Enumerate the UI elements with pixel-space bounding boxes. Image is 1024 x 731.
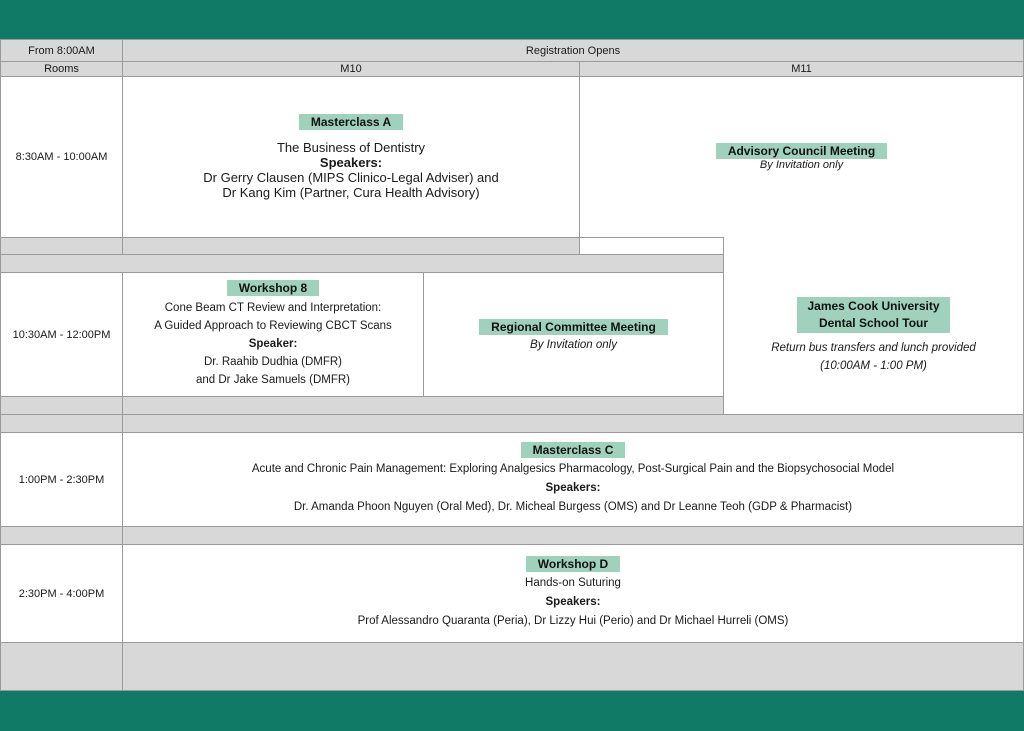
workshop-d-tag: Workshop D [526,556,620,572]
room-m11-header [579,61,1024,77]
registration-label: Registration Opens [525,44,621,57]
regional-committee-tag: Regional Committee Meeting [479,319,668,335]
jcu-tour-cell [723,237,1024,415]
masterclass-a-speakers-label: Speakers: [319,155,383,170]
advisory-council-tag: Advisory Council Meeting [716,143,887,159]
workshop-d-speakers: Prof Alessandro Quaranta (Peria), Dr Lizzy Hui (Perio) and Dr Michael Hurreli (OMS) [357,615,789,627]
masterclass-c-cell [122,432,1024,527]
jcu-tour-tag [797,297,949,333]
room-m11-label: M11 [791,63,812,75]
workshop-d-speakers-label: Speakers: [545,596,601,608]
masterclass-a-speaker-2: Dr Kang Kim (Partner, Cura Health Advisory) [222,185,480,200]
rooms-label: Rooms [44,63,79,75]
regional-committee-note: By Invitation only [530,338,617,351]
masterclass-a-tag: Masterclass A [299,114,403,130]
jcu-tour-tag-1: James Cook University [807,298,940,313]
time-slot-4-label: 2:30PM - 4:00PM [18,587,105,600]
workshop-8-title-1: Cone Beam CT Review and Interpretation: [164,302,382,314]
from-time-cell [0,39,123,62]
masterclass-a-cell [122,76,580,238]
time-slot-3-label: 1:00PM - 2:30PM [18,473,105,486]
time-slot-2-label: 10:30AM - 12:00PM [12,328,111,341]
bottom-banner [0,691,1024,731]
lunch-row-time [0,414,123,433]
time-slot-3 [0,432,123,527]
top-banner [0,0,1024,39]
from-time-label: From 8:00AM [28,44,95,57]
break-row-1a-time [0,237,123,255]
break-row-1a [122,237,580,255]
workshop-d-title: Hands-on Suturing [525,577,621,589]
registration-cell [122,39,1024,62]
workshop-d-cell [122,544,1024,643]
break-row-2a [122,396,724,415]
masterclass-a-title: The Business of Dentistry [276,140,426,155]
workshop-8-title-2: A Guided Approach to Reviewing CBCT Scans [154,320,392,332]
break-row-1b [0,254,724,273]
time-slot-1 [0,76,123,238]
advisory-council-cell [579,76,1024,238]
workshop-8-speaker-label: Speaker: [248,338,298,350]
masterclass-c-speakers-label: Speakers: [545,482,601,494]
room-m10-header [122,61,580,77]
jcu-tour-tag-2: Dental School Tour [818,315,929,330]
rooms-header-cell [0,61,123,77]
jcu-tour-note-1: Return bus transfers and lunch provided [771,341,976,354]
advisory-council-note: By Invitation only [759,159,844,171]
end-row-time [0,642,123,691]
room-m10-label: M10 [340,63,362,75]
break-row-2a-time [0,396,123,415]
workshop-8-speaker-1: Dr. Raahib Dudhia (DMFR) [203,356,343,368]
time-slot-4 [0,544,123,643]
masterclass-a-speaker-1: Dr Gerry Clausen (MIPS Clinico-Legal Adviser) and [203,170,499,185]
lunch-row [122,414,1024,433]
regional-committee-cell [423,272,724,397]
masterclass-c-tag: Masterclass C [521,442,626,458]
workshop-8-cell [122,272,424,397]
masterclass-c-speakers: Dr. Amanda Phoon Nguyen (Oral Med), Dr. Micheal Burgess (OMS) and Dr Leanne Teoh (GDP & Pharmacist) [293,501,853,513]
time-slot-2 [0,272,123,397]
jcu-tour-note-2: (10:00AM - 1:00 PM) [820,359,927,372]
workshop-8-tag: Workshop 8 [227,280,319,296]
end-row [122,642,1024,691]
workshop-8-speaker-2: and Dr Jake Samuels (DMFR) [195,374,350,386]
break-row-3-time [0,526,123,545]
time-slot-1-label: 8:30AM - 10:00AM [15,151,108,163]
masterclass-c-title: Acute and Chronic Pain Management: Exploring Analgesics Pharmacology, Post-Surgical Pain and the Biopsychosocial Model [251,463,895,475]
break-row-3 [122,526,1024,545]
